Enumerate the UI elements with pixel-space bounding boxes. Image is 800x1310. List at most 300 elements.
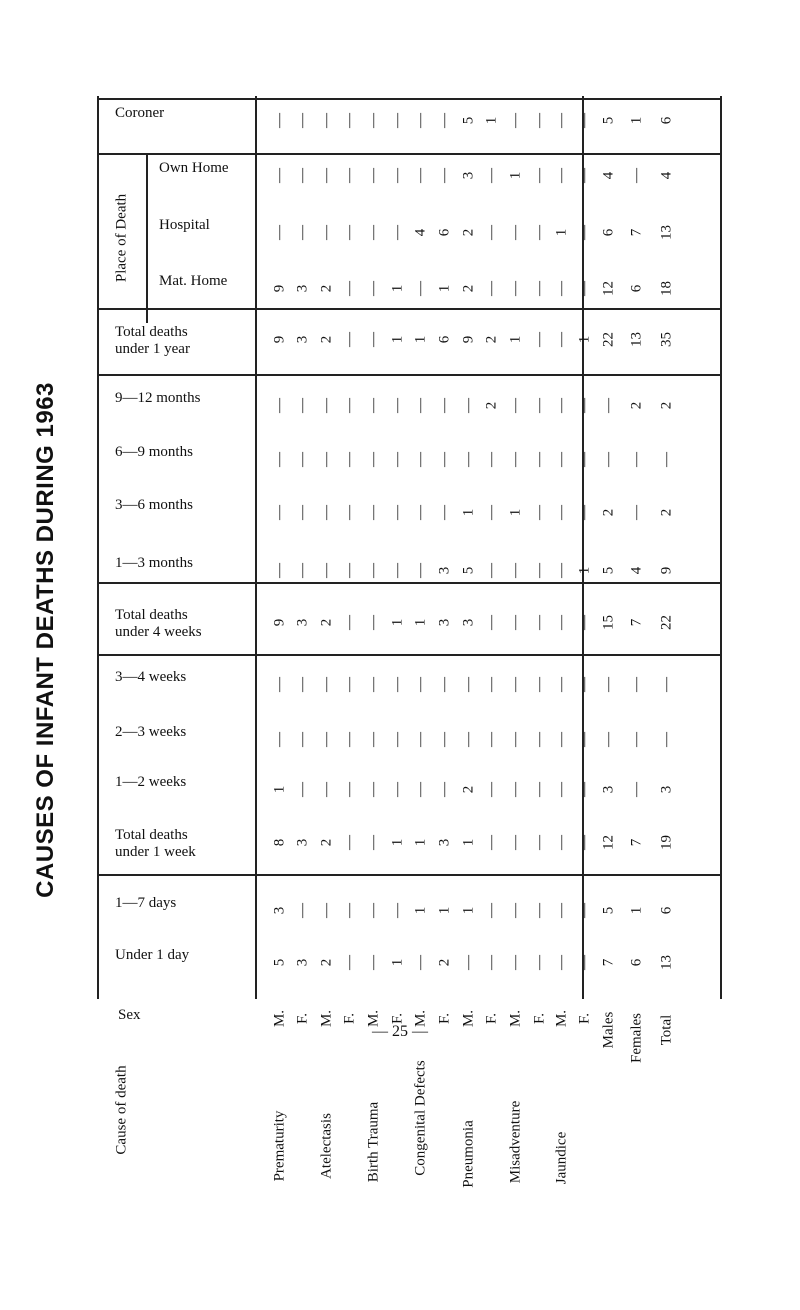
table-cell: —: [365, 281, 382, 296]
table-cell: —: [531, 835, 548, 850]
summary-cell: 9: [658, 566, 675, 575]
table-cell: —: [365, 113, 382, 128]
table-rule: [97, 374, 722, 376]
table-cell: —: [576, 505, 593, 520]
summary-cell: 4: [600, 171, 617, 180]
table-cell: —: [389, 782, 406, 797]
summary-cell: —: [628, 677, 645, 692]
summary-cell: 3: [658, 785, 675, 794]
table-cell: 1: [436, 284, 453, 293]
table-cell: —: [483, 168, 500, 183]
table-cell: 5: [460, 116, 477, 125]
row-label: Under 1 day: [115, 947, 190, 963]
table-cell: —: [318, 452, 335, 467]
table-cell: 4: [412, 228, 429, 237]
table-cell: —: [483, 225, 500, 240]
table-cell: —: [341, 281, 358, 296]
table-cell: —: [436, 168, 453, 183]
summary-cell: 5: [600, 116, 617, 125]
table-cell: —: [576, 113, 593, 128]
table-cell: —: [507, 452, 524, 467]
table-cell: 3: [436, 618, 453, 627]
sex-code: F.: [294, 1013, 311, 1024]
table-cell: —: [294, 563, 311, 578]
table-cell: —: [553, 505, 570, 520]
summary-cell: 22: [600, 332, 617, 347]
table-cell: —: [507, 955, 524, 970]
table-cell: —: [365, 332, 382, 347]
table-cell: 6: [436, 228, 453, 237]
table-cell: —: [294, 225, 311, 240]
summary-cell: —: [628, 505, 645, 520]
table-cell: —: [531, 615, 548, 630]
table-cell: —: [412, 955, 429, 970]
table-cell: —: [389, 563, 406, 578]
summary-cell: —: [658, 677, 675, 692]
table-cell: —: [294, 452, 311, 467]
label-column-divider: [255, 96, 257, 999]
summary-cell: —: [600, 398, 617, 413]
table-cell: 1: [460, 838, 477, 847]
table-cell: —: [389, 168, 406, 183]
table-cell: —: [576, 615, 593, 630]
table-cell: —: [483, 615, 500, 630]
cause-of-death-header: Cause of death: [113, 1065, 130, 1155]
cause-label: Misadventure: [507, 1100, 524, 1184]
table-cell: 3: [294, 838, 311, 847]
table-cell: —: [531, 563, 548, 578]
summary-header: Total: [658, 1014, 675, 1046]
table-cell: —: [553, 168, 570, 183]
table-cell: —: [341, 782, 358, 797]
table-cell: —: [389, 677, 406, 692]
row-label: Mat. Home: [159, 273, 228, 289]
table-cell: —: [531, 782, 548, 797]
summary-cell: 15: [600, 615, 617, 630]
summary-cell: 6: [600, 228, 617, 237]
summary-cell: 19: [658, 835, 675, 850]
table-cell: —: [341, 955, 358, 970]
table-cell: —: [553, 113, 570, 128]
table-cell: —: [531, 732, 548, 747]
table-cell: —: [460, 398, 477, 413]
table-cell: —: [271, 225, 288, 240]
cause-label: Jaundice: [553, 1131, 570, 1185]
table-cell: 8: [271, 838, 288, 847]
summary-cell: 12: [600, 281, 617, 296]
sex-code: F.: [436, 1013, 453, 1024]
table-cell: —: [483, 955, 500, 970]
summary-cell: 5: [600, 906, 617, 915]
table-cell: —: [436, 505, 453, 520]
table-cell: 1: [460, 906, 477, 915]
row-label: 9—12 months: [115, 390, 201, 406]
table-cell: —: [365, 782, 382, 797]
table-cell: —: [483, 677, 500, 692]
table-rule: [97, 874, 722, 876]
table-cell: —: [341, 732, 358, 747]
table-cell: —: [531, 398, 548, 413]
table-cell: 1: [412, 906, 429, 915]
table-cell: 2: [318, 958, 335, 967]
table-cell: —: [271, 677, 288, 692]
table-cell: —: [412, 113, 429, 128]
row-label: Total deaths under 4 weeks: [115, 607, 202, 640]
sex-code: F.: [389, 1013, 406, 1024]
table-cell: 3: [460, 171, 477, 180]
table-cell: —: [318, 398, 335, 413]
summary-cell: —: [658, 732, 675, 747]
table-cell: 1: [412, 838, 429, 847]
table-cell: —: [365, 168, 382, 183]
table-cell: —: [271, 452, 288, 467]
table-cell: —: [576, 225, 593, 240]
sex-code: M.: [460, 1009, 477, 1028]
table-cell: —: [412, 452, 429, 467]
table-cell: —: [318, 903, 335, 918]
table-cell: —: [483, 732, 500, 747]
table-rule: [97, 308, 722, 310]
table-cell: 6: [436, 335, 453, 344]
table-cell: —: [271, 113, 288, 128]
table-cell: 1: [436, 906, 453, 915]
summary-cell: 2: [600, 508, 617, 517]
table-cell: —: [294, 677, 311, 692]
table-cell: 3: [294, 335, 311, 344]
summary-cell: 18: [658, 281, 675, 296]
row-label: 1—2 weeks: [115, 774, 187, 790]
table-cell: —: [389, 732, 406, 747]
sex-code: M.: [365, 1009, 382, 1028]
row-label: Total deaths under 1 week: [115, 827, 196, 860]
summary-header: Females: [628, 1013, 645, 1063]
table-cell: —: [294, 903, 311, 918]
table-cell: —: [576, 782, 593, 797]
table-cell: —: [507, 563, 524, 578]
table-cell: 2: [483, 335, 500, 344]
page-title: CAUSES OF INFANT DEATHS DURING 1963: [32, 382, 59, 898]
table-cell: —: [553, 835, 570, 850]
table-cell: —: [531, 168, 548, 183]
table-cell: —: [294, 505, 311, 520]
table-cell: 3: [294, 958, 311, 967]
sex-code: M.: [271, 1009, 288, 1028]
table-rule: [97, 153, 722, 155]
table-cell: —: [436, 113, 453, 128]
table-cell: —: [576, 452, 593, 467]
table-cell: 1: [389, 838, 406, 847]
table-cell: 1: [412, 618, 429, 627]
table-cell: —: [365, 505, 382, 520]
table-cell: —: [365, 903, 382, 918]
row-label: 3—6 months: [115, 497, 193, 513]
table-cell: —: [389, 452, 406, 467]
table-cell: 3: [460, 618, 477, 627]
table-cell: —: [576, 732, 593, 747]
table-cell: —: [436, 398, 453, 413]
table-cell: —: [341, 835, 358, 850]
summary-cell: 7: [628, 228, 645, 237]
table-cell: —: [460, 677, 477, 692]
table-cell: —: [341, 505, 358, 520]
cause-label: Atelectasis: [318, 1113, 335, 1179]
page-number: — 25 —: [372, 1023, 428, 1040]
table-cell: 2: [460, 785, 477, 794]
table-cell: 5: [271, 958, 288, 967]
table-cell: 1: [271, 785, 288, 794]
table-cell: —: [507, 398, 524, 413]
summary-cell: 7: [628, 618, 645, 627]
table-cell: —: [365, 732, 382, 747]
summary-cell: 2: [628, 401, 645, 410]
table-cell: —: [389, 903, 406, 918]
table-cell: —: [341, 563, 358, 578]
table-cell: —: [341, 452, 358, 467]
cause-label: Birth Trauma: [365, 1101, 382, 1183]
table-cell: —: [576, 835, 593, 850]
table-cell: 3: [294, 618, 311, 627]
table-cell: —: [412, 732, 429, 747]
table-cell: 9: [271, 284, 288, 293]
summary-cell: 2: [658, 508, 675, 517]
table-cell: 1: [460, 508, 477, 517]
table-cell: —: [318, 225, 335, 240]
table-cell: —: [531, 677, 548, 692]
table-cell: —: [271, 563, 288, 578]
summary-cell: —: [600, 732, 617, 747]
table-cell: —: [412, 782, 429, 797]
row-label: Coroner: [115, 105, 165, 121]
row-label: 2—3 weeks: [115, 724, 187, 740]
table-cell: —: [507, 281, 524, 296]
table-cell: —: [389, 225, 406, 240]
table-cell: —: [365, 615, 382, 630]
summary-cell: 6: [658, 906, 675, 915]
table-cell: 1: [507, 508, 524, 517]
table-cell: —: [389, 505, 406, 520]
summary-cell: 1: [628, 116, 645, 125]
summary-cell: 6: [628, 958, 645, 967]
table-cell: 1: [576, 566, 593, 575]
summary-cell: 7: [600, 958, 617, 967]
table-cell: 1: [576, 335, 593, 344]
table-cell: —: [294, 113, 311, 128]
table-cell: —: [412, 563, 429, 578]
table-cell: —: [318, 113, 335, 128]
summary-cell: —: [600, 452, 617, 467]
table-cell: —: [341, 903, 358, 918]
table-cell: —: [553, 398, 570, 413]
table-cell: —: [318, 677, 335, 692]
table-cell: —: [553, 677, 570, 692]
table-cell: 1: [389, 335, 406, 344]
table-cell: —: [389, 113, 406, 128]
table-cell: —: [576, 398, 593, 413]
sex-code: M.: [553, 1009, 570, 1028]
table-cell: 3: [436, 838, 453, 847]
table-cell: —: [553, 955, 570, 970]
table-cell: 1: [389, 958, 406, 967]
table-cell: —: [341, 398, 358, 413]
table-cell: —: [483, 505, 500, 520]
table-cell: —: [507, 835, 524, 850]
table-cell: —: [365, 398, 382, 413]
table-cell: —: [341, 615, 358, 630]
table-cell: —: [412, 677, 429, 692]
row-label: Total deaths under 1 year: [115, 324, 190, 357]
summary-cell: —: [628, 168, 645, 183]
place-group-divider: [146, 153, 148, 323]
sex-code: M.: [507, 1009, 524, 1028]
table-cell: 9: [271, 335, 288, 344]
table-cell: 2: [460, 284, 477, 293]
table-cell: —: [576, 168, 593, 183]
summary-cell: 6: [658, 116, 675, 125]
table-cell: —: [553, 615, 570, 630]
table-cell: —: [318, 563, 335, 578]
table-cell: —: [341, 225, 358, 240]
table-cell: —: [436, 782, 453, 797]
table-cell: —: [483, 782, 500, 797]
table-cell: 2: [436, 958, 453, 967]
summary-cell: 4: [658, 171, 675, 180]
row-label: 1—7 days: [115, 895, 177, 911]
table-cell: —: [531, 903, 548, 918]
table-cell: —: [553, 332, 570, 347]
table-cell: —: [318, 732, 335, 747]
table-cell: —: [507, 903, 524, 918]
table-cell: —: [576, 281, 593, 296]
table-cell: —: [553, 452, 570, 467]
table-cell: —: [507, 782, 524, 797]
table-cell: —: [365, 563, 382, 578]
table-cell: —: [460, 955, 477, 970]
row-label: 3—4 weeks: [115, 669, 187, 685]
table-cell: 1: [507, 171, 524, 180]
summary-cell: 35: [658, 332, 675, 347]
table-cell: —: [553, 563, 570, 578]
row-label: Hospital: [159, 217, 210, 233]
sex-code: F.: [341, 1013, 358, 1024]
table-cell: —: [483, 281, 500, 296]
cause-label: Prematurity: [271, 1110, 288, 1182]
summary-header: Males: [600, 1011, 617, 1049]
table-cell: —: [365, 835, 382, 850]
table-cell: —: [531, 332, 548, 347]
table-cell: —: [460, 452, 477, 467]
table-cell: —: [271, 398, 288, 413]
summary-cell: —: [628, 782, 645, 797]
sex-code: F.: [576, 1013, 593, 1024]
table-cell: 1: [412, 335, 429, 344]
summary-cell: 13: [658, 225, 675, 240]
table-cell: —: [507, 225, 524, 240]
table-cell: —: [436, 452, 453, 467]
table-cell: —: [412, 168, 429, 183]
table-cell: —: [507, 113, 524, 128]
table-cell: —: [412, 281, 429, 296]
table-cell: —: [531, 281, 548, 296]
table-cell: 9: [271, 618, 288, 627]
table-cell: —: [412, 505, 429, 520]
table-cell: 2: [318, 335, 335, 344]
table-cell: —: [531, 505, 548, 520]
summary-cell: 1: [628, 906, 645, 915]
summary-cell: —: [628, 452, 645, 467]
table-cell: 5: [460, 566, 477, 575]
table-cell: —: [531, 452, 548, 467]
sex-code: M.: [412, 1009, 429, 1028]
table-cell: 9: [460, 335, 477, 344]
sex-label: Sex: [118, 1007, 141, 1023]
table-cell: —: [294, 782, 311, 797]
table-cell: 3: [271, 906, 288, 915]
table-cell: —: [531, 225, 548, 240]
cause-label: Congenital Defects: [412, 1060, 429, 1176]
table-cell: —: [341, 168, 358, 183]
table-cell: —: [507, 615, 524, 630]
table-cell: —: [294, 398, 311, 413]
table-cell: —: [460, 732, 477, 747]
summary-cell: 22: [658, 615, 675, 630]
table-cell: —: [553, 281, 570, 296]
table-cell: 1: [389, 618, 406, 627]
table-cell: —: [576, 677, 593, 692]
table-cell: 2: [460, 228, 477, 237]
row-label: 1—3 months: [115, 555, 193, 571]
table-cell: —: [389, 398, 406, 413]
table-cell: —: [341, 113, 358, 128]
table-cell: —: [294, 168, 311, 183]
table-cell: —: [318, 168, 335, 183]
summary-cell: —: [628, 732, 645, 747]
table-cell: 2: [318, 618, 335, 627]
summary-cell: 13: [658, 955, 675, 970]
table-cell: —: [271, 168, 288, 183]
summary-cell: 3: [600, 785, 617, 794]
table-cell: —: [341, 677, 358, 692]
table-cell: 2: [318, 838, 335, 847]
table-rule: [97, 98, 722, 100]
table-rule: [97, 654, 722, 656]
cause-label: Pneumonia: [460, 1120, 477, 1188]
table-cell: —: [531, 955, 548, 970]
table-cell: 1: [507, 335, 524, 344]
table-cell: —: [365, 955, 382, 970]
sex-code: F.: [531, 1013, 548, 1024]
table-cell: 3: [294, 284, 311, 293]
table-cell: 1: [483, 116, 500, 125]
table-cell: 1: [389, 284, 406, 293]
table-cell: —: [483, 903, 500, 918]
table-cell: —: [576, 955, 593, 970]
table-cell: —: [507, 732, 524, 747]
table-cell: —: [483, 835, 500, 850]
table-cell: —: [436, 677, 453, 692]
table-cell: —: [483, 452, 500, 467]
table-cell: —: [531, 113, 548, 128]
table-cell: 2: [318, 284, 335, 293]
table-cell: —: [412, 398, 429, 413]
row-label: 6—9 months: [115, 444, 193, 460]
table-cell: —: [318, 782, 335, 797]
summary-cell: 7: [628, 838, 645, 847]
summary-cell: —: [658, 452, 675, 467]
table-cell: —: [507, 677, 524, 692]
table-cell: —: [365, 225, 382, 240]
table-cell: —: [576, 903, 593, 918]
sex-code: F.: [483, 1013, 500, 1024]
